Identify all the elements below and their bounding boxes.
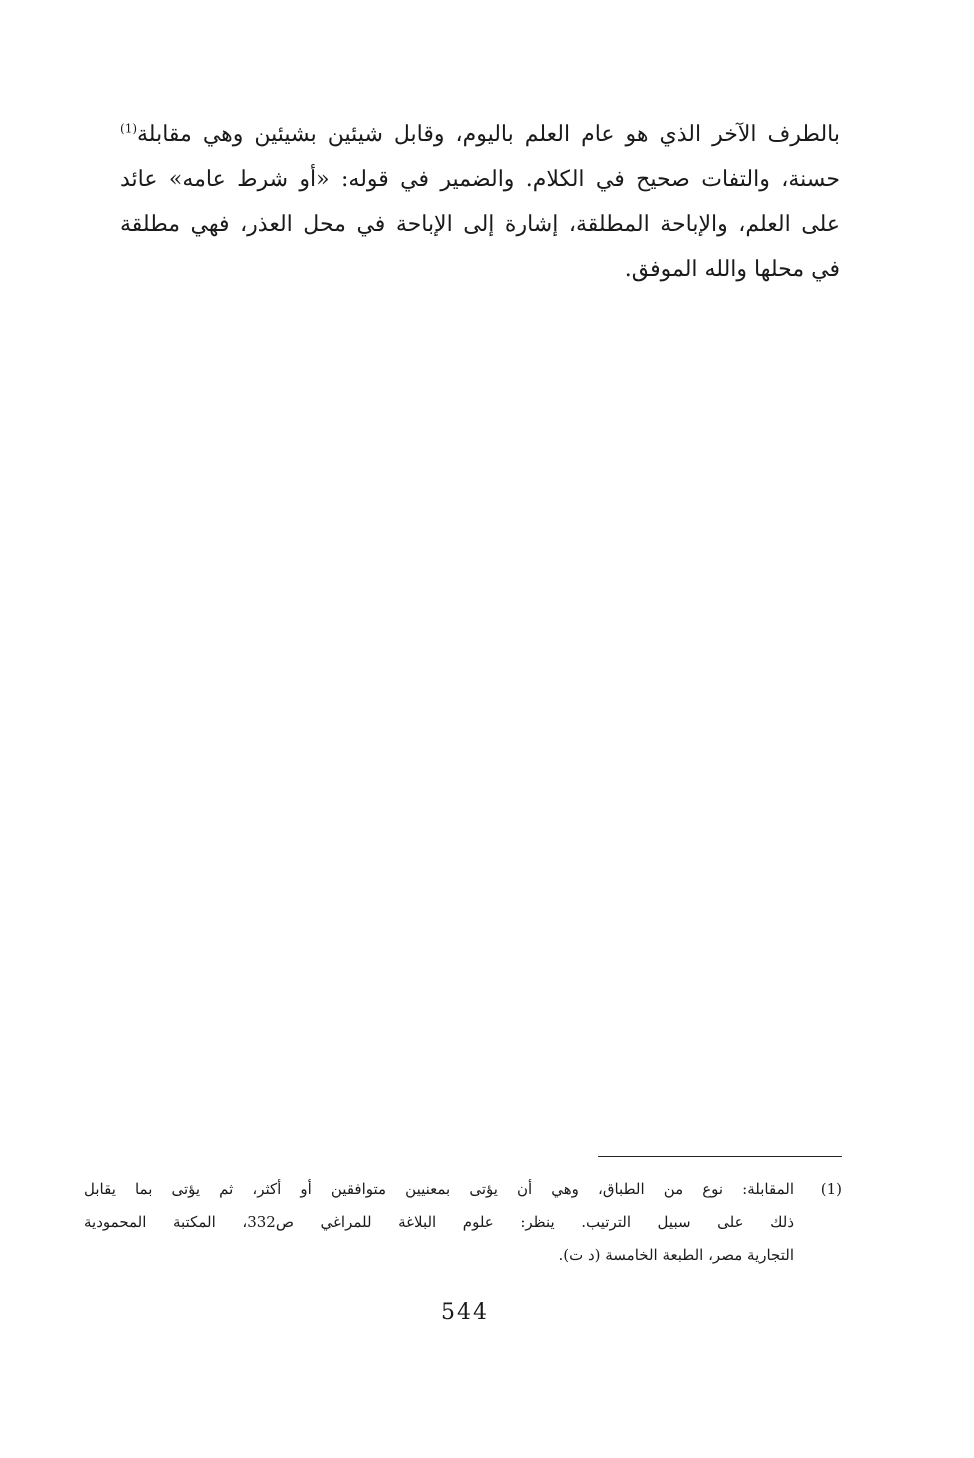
footnote (84, 1173, 842, 1272)
body-line: في محلها والله الموفق. (624, 257, 840, 282)
body-line: حسنة، والتفات صحيح في الكلام. والضمير في قوله: «أو شرط عامه» عائد (120, 167, 840, 192)
footnote-number: (1) (820, 1180, 842, 1198)
footnote-line: ذلك على سبيل الترتيب. ينظر: علوم البلاغة للمراغي ص332، المكتبة المحمودية (84, 1213, 795, 1231)
footnote-line: المقابلة: نوع من الطباق، وهي أن يؤتى بمعنيين متوافقين أو أكثر، ثم يؤتى بما يقابل (84, 1180, 794, 1198)
footnote-body (84, 1173, 794, 1272)
footnote-line: التجارية مصر، الطبعة الخامسة (د ت). (558, 1246, 794, 1264)
footnote-reference[interactable]: (1) (120, 121, 138, 136)
body-paragraph (120, 112, 840, 292)
body-line: على العلم، والإباحة المطلقة، إشارة إلى الإباحة في محل العذر، فهي مطلقة (120, 212, 840, 237)
footnote-separator (598, 1156, 842, 1157)
page-number: 544 (441, 1300, 489, 1325)
body-line: بالطرف الآخر الذي هو عام العلم باليوم، وقابل شيئين بشيئين وهي مقابلة$^{(1)}$ (120, 121, 840, 147)
